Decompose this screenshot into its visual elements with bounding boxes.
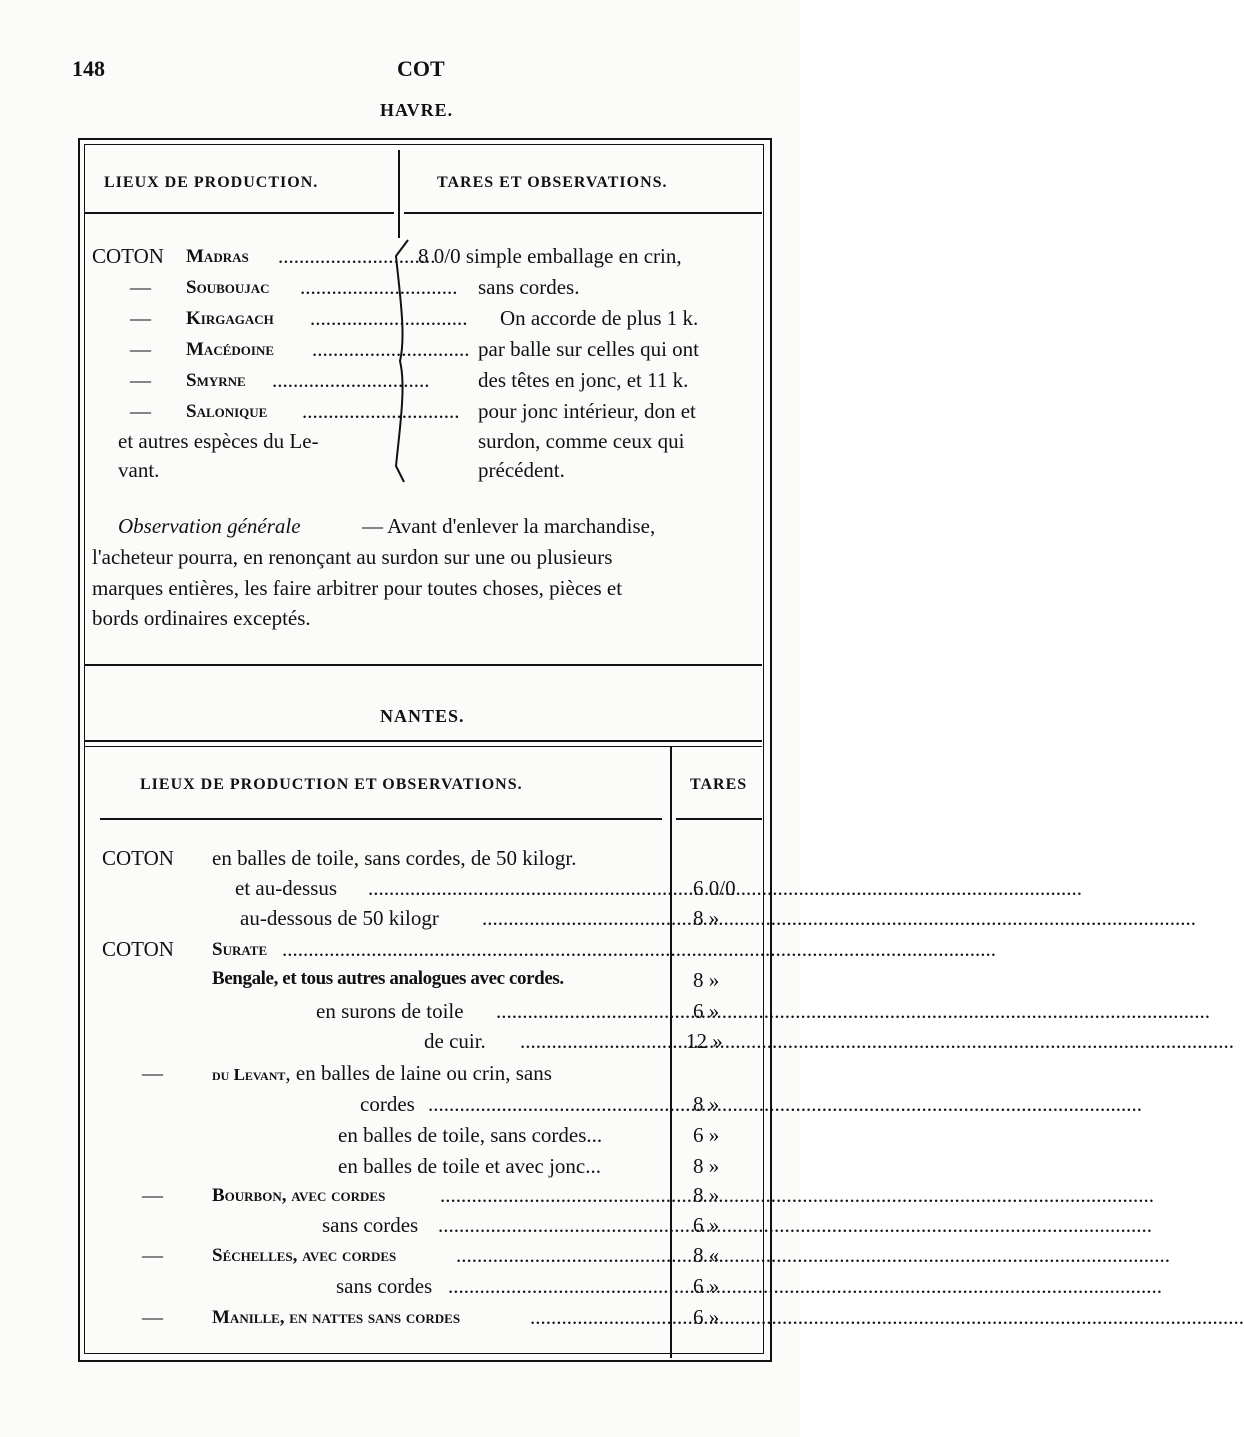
nantes-top-rule-thin bbox=[84, 746, 762, 747]
running-head: COT bbox=[397, 56, 445, 81]
nantes-title: NANTES. bbox=[380, 706, 465, 726]
nantes-row-15-lead: — bbox=[142, 1305, 163, 1329]
nantes-row-2-text: au-dessous de 50 kilogr bbox=[240, 906, 439, 930]
havre-obs-line-0: 8 0/0 simple emballage en crin, bbox=[418, 244, 682, 268]
havre-dash-4: — bbox=[130, 368, 151, 392]
page-number: 148 bbox=[72, 56, 105, 81]
havre-dash-1: — bbox=[130, 275, 151, 299]
nantes-row-7-lead: — bbox=[142, 1061, 163, 1085]
havre-title: HAVRE. bbox=[380, 100, 454, 120]
havre-item-souboujac: Souboujac bbox=[186, 277, 270, 298]
havre-item-smyrne: Smyrne bbox=[186, 370, 246, 391]
nantes-row-9-text: en balles de toile, sans cordes... bbox=[338, 1123, 603, 1147]
havre-coton-label: COTON bbox=[92, 244, 164, 268]
nantes-row-8-leader bbox=[428, 1092, 662, 1117]
havre-dash-3: — bbox=[130, 337, 151, 361]
havre-obs-line-1: sans cordes. bbox=[478, 275, 580, 299]
nantes-row-1-leader bbox=[368, 876, 662, 901]
nantes-row-12-text: sans cordes bbox=[322, 1213, 419, 1237]
havre-header-rule-left bbox=[84, 212, 394, 214]
nantes-row-14-leader bbox=[448, 1274, 662, 1299]
nantes-row-11-text: Bourbon, avec cordes bbox=[212, 1185, 386, 1206]
havre-general-line-3: bords ordinaires exceptés. bbox=[92, 606, 311, 630]
nantes-row-10-tare: 8 » bbox=[693, 1154, 720, 1178]
havre-general-line-1: l'acheteur pourra, en renonçant au surdon sur une ou plusieurs bbox=[92, 545, 613, 569]
havre-header-divider bbox=[398, 150, 400, 238]
havre-obs-line-7: précédent. bbox=[478, 458, 565, 482]
havre-leader-4: .............................. bbox=[272, 368, 430, 392]
nantes-row-14-text: sans cordes bbox=[336, 1274, 433, 1298]
nantes-row-5-tare: 6 » bbox=[693, 999, 720, 1023]
havre-others-line1: et autres espèces du Le- bbox=[118, 429, 319, 453]
havre-obs-line-2: On accorde de plus 1 k. bbox=[500, 306, 699, 330]
havre-item-macedoine: Macédoine bbox=[186, 339, 274, 360]
nantes-row-2-leader bbox=[482, 906, 662, 931]
nantes-row-3-lead: COTON bbox=[102, 937, 174, 961]
nantes-row-0-lead: COTON bbox=[102, 846, 174, 870]
nantes-row-13-leader bbox=[456, 1243, 662, 1268]
havre-general-line-0: — Avant d'enlever la marchandise, bbox=[362, 514, 656, 538]
nantes-row-9-tare: 6 » bbox=[693, 1123, 720, 1147]
nantes-row-6-text: de cuir. bbox=[424, 1029, 486, 1053]
nantes-row-4-tare: 8 » bbox=[693, 968, 720, 992]
nantes-row-13-text: Séchelles, avec cordes bbox=[212, 1245, 397, 1266]
nantes-col-right-header: TARES bbox=[690, 776, 748, 793]
havre-obs-line-6: surdon, comme ceux qui bbox=[478, 429, 685, 453]
nantes-row-5-leader bbox=[496, 999, 662, 1024]
havre-item-madras: Madras bbox=[186, 246, 249, 267]
havre-leader-0: .............................. bbox=[278, 244, 436, 268]
havre-general-label: Observation générale bbox=[118, 514, 301, 538]
havre-item-salonique: Salonique bbox=[186, 401, 268, 422]
nantes-row-12-tare: 6 » bbox=[693, 1213, 720, 1237]
nantes-row-6-tare: 12 » bbox=[686, 1029, 723, 1053]
havre-dash-5: — bbox=[130, 399, 151, 423]
havre-obs-line-4: des têtes en jonc, et 11 k. bbox=[478, 368, 689, 392]
nantes-row-2-tare: 8 » bbox=[693, 906, 720, 930]
nantes-row-12-leader bbox=[438, 1213, 662, 1238]
nantes-row-1-tare: 6 0/0 bbox=[693, 876, 736, 900]
nantes-row-0-text: en balles de toile, sans cordes, de 50 kilogr. bbox=[212, 846, 577, 870]
nantes-row-5-text: en surons de toile bbox=[316, 999, 464, 1023]
havre-leader-2: .............................. bbox=[310, 306, 468, 330]
nantes-row-15-tare: 6 » bbox=[693, 1305, 720, 1329]
havre-others-line2: vant. bbox=[118, 458, 160, 482]
nantes-row-11-leader bbox=[440, 1183, 662, 1208]
havre-bottom-rule bbox=[84, 664, 762, 666]
nantes-row-8-text: cordes bbox=[360, 1092, 415, 1116]
nantes-row-15-leader bbox=[530, 1305, 662, 1330]
havre-general-line-2: marques entières, les faire arbitrer pour toutes choses, pièces et bbox=[92, 576, 623, 600]
havre-obs-line-5: pour jonc intérieur, don et bbox=[478, 399, 696, 423]
nantes-top-rule bbox=[84, 740, 762, 742]
nantes-row-3-text: Surate bbox=[212, 939, 268, 960]
nantes-row-6-leader bbox=[520, 1029, 662, 1054]
nantes-row-3-leader bbox=[282, 937, 662, 962]
nantes-col-left-header: LIEUX DE PRODUCTION ET OBSERVATIONS. bbox=[140, 776, 523, 793]
nantes-row-13-tare: 8 « bbox=[693, 1243, 720, 1267]
havre-dash-2: — bbox=[130, 306, 151, 330]
nantes-row-11-tare: 8 » bbox=[693, 1183, 720, 1207]
nantes-row-11-lead: — bbox=[142, 1183, 163, 1207]
nantes-row-4-text: Bengale, et tous autres analogues avec cordes. bbox=[212, 968, 564, 989]
nantes-row-13-lead: — bbox=[142, 1243, 163, 1267]
nantes-row-8-tare: 8 » bbox=[693, 1092, 720, 1116]
nantes-header-rule-left bbox=[100, 818, 662, 820]
havre-leader-1: .............................. bbox=[300, 275, 458, 299]
nantes-row-14-tare: 6 » bbox=[693, 1274, 720, 1298]
havre-header-rule-right bbox=[404, 212, 762, 214]
havre-leader-5: .............................. bbox=[302, 399, 460, 423]
havre-leader-3: .............................. bbox=[312, 337, 470, 361]
nantes-row-15-text: Manille, en nattes sans cordes bbox=[212, 1307, 461, 1328]
brace-icon bbox=[386, 236, 422, 486]
havre-col-right-header: TARES ET OBSERVATIONS. bbox=[437, 174, 668, 191]
nantes-row-7-text: du Levant, en balles de laine ou crin, sans bbox=[212, 1061, 552, 1085]
havre-item-kirgagach: Kirgagach bbox=[186, 308, 274, 329]
nantes-row-10-text: en balles de toile et avec jonc... bbox=[338, 1154, 601, 1178]
havre-obs-line-3: par balle sur celles qui ont bbox=[478, 337, 700, 361]
havre-col-left-header: LIEUX DE PRODUCTION. bbox=[104, 174, 319, 191]
nantes-header-rule-right bbox=[676, 818, 762, 820]
nantes-row-1-text: et au-dessus bbox=[235, 876, 338, 900]
